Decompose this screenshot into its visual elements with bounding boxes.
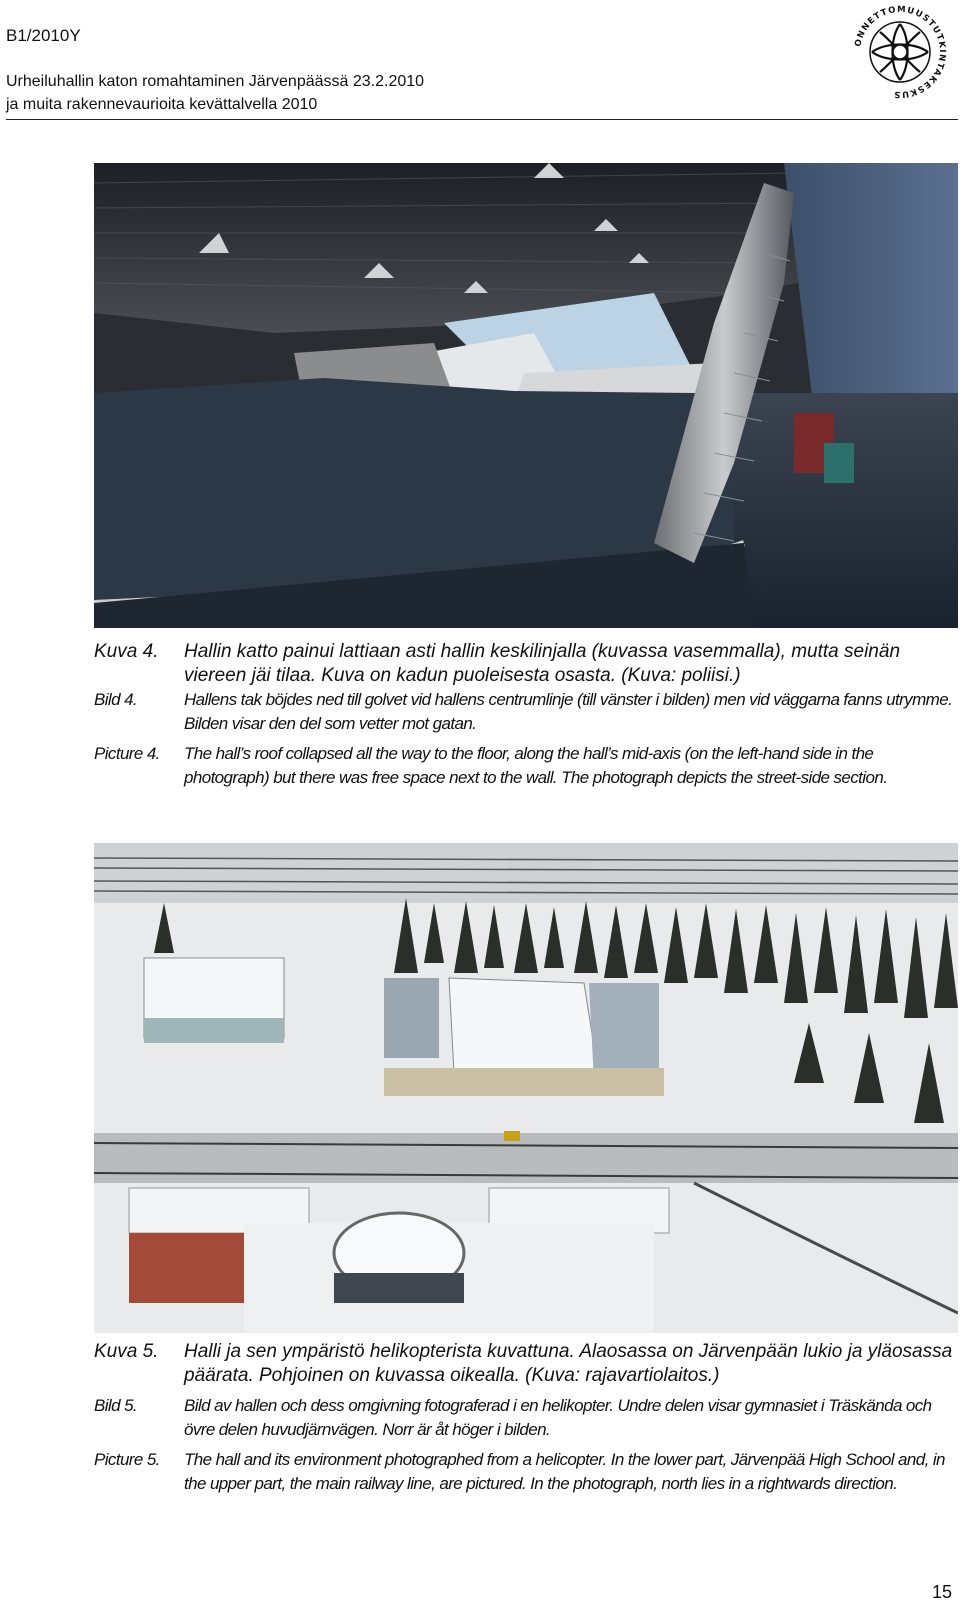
figure-5-text-swedish: Bild av hallen och dess omgivning fotograferad i en helikopter. Undre delen visar gymnasiet i Träskända och övre delen huvudjärnvägen. Norr är åt höger i bilden. [184,1396,932,1439]
figure-5-text-finnish: Halli ja sen ympäristö helikopterista kuvattuna. Alaosassa on Järvenpään lukio ja yläosassa päärata. Pohjoinen on kuvassa oikealla. (Kuva: rajavartiolaitos.) [184,1341,953,1386]
figure-4-text-swedish: Hallens tak böjdes ned till golvet vid hallens centrumlinje (till vänster i bilden) men vid väggarna fanns utrymme. Bilden visar den del som vetter mot gatan. [184,690,953,733]
figure-5-caption-english [94,1448,958,1496]
aerial-helicopter-photo [94,843,958,1333]
figure-5-caption-swedish [94,1394,958,1442]
header-rule [6,119,958,120]
figure-5-label-finnish: Kuva 5. [94,1341,159,1362]
figure-4-caption [94,640,958,790]
report-title-line-2: ja muita rakennevaurioita kevättalvella 2010 [6,96,318,113]
figure-4-label-swedish: Bild 4. [94,690,138,709]
collapsed-roof-interior-photo [94,163,958,628]
seal-text: ONNETTOMUUSTUTKINTAKESKUS [853,4,948,100]
figure-5-caption-finnish [94,1340,958,1388]
figure-5-label-english: Picture 5. [94,1450,160,1469]
accident-board-seal-logo [850,2,950,102]
report-title-line-1: Urheiluhallin katon romahtaminen Järvenpäässä 23.2.2010 [6,73,425,90]
page-number: 15 [931,1582,952,1602]
figure-4-label-english: Picture 4. [94,744,160,763]
figure-5-label-swedish: Bild 5. [94,1396,138,1415]
figure-4-caption-english [94,742,958,790]
figure-4-caption-swedish [94,688,958,736]
figure-4-caption-finnish [94,640,958,688]
figure-4-text-english: The hall’s roof collapsed all the way to the floor, along the hall’s mid-axis (on the left-hand side in the photograph) but there was free space next to the wall. The photograph depicts the street-side section. [184,744,888,787]
report-title [6,70,424,116]
report-code: B1/2010Y [6,26,81,45]
figure-4-label-finnish: Kuva 4. [94,641,159,662]
figure-5-caption [94,1340,958,1496]
figure-5-text-english: The hall and its environment photographed from a helicopter. In the lower part, Järvenpää High School and, in the upper part, the main railway line, are pictured. In the photograph, north lies in a rightwards direction. [184,1450,945,1493]
figure-4-text-finnish: Hallin katto painui lattiaan asti hallin keskilinjalla (kuvassa vasemmalla), mutta seinän viereen jäi tilaa. Kuva on kadun puoleisesta osasta. (Kuva: poliisi.) [184,641,901,686]
